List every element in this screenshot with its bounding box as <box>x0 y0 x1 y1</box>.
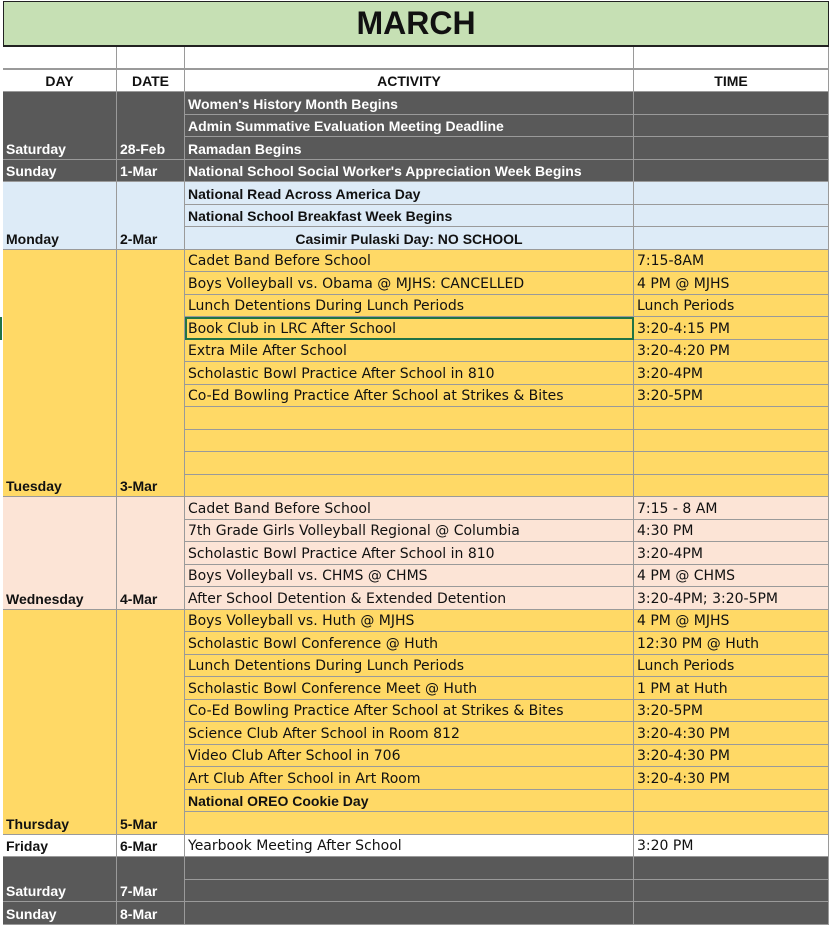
activity-cell[interactable]: Science Club After School in Room 812 <box>185 722 634 745</box>
activity-cell[interactable]: Yearbook Meeting After School <box>185 835 634 858</box>
activity-cell[interactable]: Co-Ed Bowling Practice After School at Strikes & Bites <box>185 385 634 408</box>
time-cell[interactable]: 4 PM @ MJHS <box>634 610 829 633</box>
time-cell[interactable]: 3:20-4:15 PM <box>634 317 829 340</box>
activity-cell[interactable] <box>185 880 634 903</box>
activity-cell[interactable] <box>185 452 634 475</box>
date-cell[interactable]: 5-Mar <box>117 610 185 835</box>
time-cell[interactable] <box>634 430 829 453</box>
day-cell[interactable]: Tuesday <box>3 250 117 498</box>
time-cell[interactable]: 12:30 PM @ Huth <box>634 632 829 655</box>
activity-cell[interactable]: Boys Volleyball vs. CHMS @ CHMS <box>185 565 634 588</box>
time-cell[interactable] <box>634 227 829 250</box>
activity-cell[interactable]: National School Breakfast Week Begins <box>185 205 634 228</box>
activity-cell[interactable] <box>185 475 634 498</box>
time-cell[interactable] <box>634 790 829 813</box>
time-cell[interactable]: 3:20-4PM; 3:20-5PM <box>634 587 829 610</box>
time-cell[interactable]: Lunch Periods <box>634 295 829 318</box>
activity-cell[interactable]: After School Detention & Extended Detention <box>185 587 634 610</box>
time-cell[interactable]: 3:20-4PM <box>634 362 829 385</box>
day-cell[interactable]: Thursday <box>3 610 117 835</box>
time-cell[interactable] <box>634 812 829 835</box>
activity-cell[interactable]: Scholastic Bowl Practice After School in 810 <box>185 362 634 385</box>
time-cell[interactable]: 3:20-4PM <box>634 542 829 565</box>
time-cell[interactable]: 1 PM at Huth <box>634 677 829 700</box>
activity-cell[interactable]: National Read Across America Day <box>185 182 634 205</box>
activity-cell[interactable]: Cadet Band Before School <box>185 497 634 520</box>
date-cell[interactable]: 28-Feb <box>117 92 185 160</box>
time-cell[interactable] <box>634 115 829 138</box>
activity-cell[interactable]: Boys Volleyball vs. Huth @ MJHS <box>185 610 634 633</box>
spacer-cell[interactable] <box>117 47 185 69</box>
time-cell[interactable] <box>634 407 829 430</box>
time-cell[interactable]: 3:20-5PM <box>634 385 829 408</box>
date-cell[interactable]: 2-Mar <box>117 182 185 250</box>
activity-cell[interactable]: Women's History Month Begins <box>185 92 634 115</box>
activity-cell[interactable]: Scholastic Bowl Practice After School in 810 <box>185 542 634 565</box>
activity-cell[interactable]: Lunch Detentions During Lunch Periods <box>185 295 634 318</box>
day-cell[interactable]: Sunday <box>3 902 117 925</box>
month-title[interactable]: MARCH <box>3 1 829 47</box>
day-cell[interactable]: Wednesday <box>3 497 117 610</box>
time-cell[interactable]: 7:15 - 8 AM <box>634 497 829 520</box>
activity-cell[interactable]: National School Social Worker's Appreciation Week Begins <box>185 160 634 183</box>
header-day[interactable]: DAY <box>3 69 117 92</box>
time-cell[interactable] <box>634 205 829 228</box>
day-cell[interactable]: Saturday <box>3 92 117 160</box>
header-date[interactable]: DATE <box>117 69 185 92</box>
spacer-cell[interactable] <box>3 47 117 69</box>
activity-cell[interactable]: Cadet Band Before School <box>185 250 634 273</box>
activity-cell[interactable]: Book Club in LRC After School <box>185 317 634 340</box>
activity-cell[interactable]: Lunch Detentions During Lunch Periods <box>185 655 634 678</box>
activity-cell[interactable]: Video Club After School in 706 <box>185 745 634 768</box>
time-cell[interactable]: 3:20-4:20 PM <box>634 340 829 363</box>
time-cell[interactable] <box>634 902 829 925</box>
activity-cell[interactable]: Casimir Pulaski Day: NO SCHOOL <box>185 227 634 250</box>
activity-cell[interactable]: Art Club After School in Art Room <box>185 767 634 790</box>
date-cell[interactable]: 4-Mar <box>117 497 185 610</box>
time-cell[interactable] <box>634 92 829 115</box>
date-cell[interactable]: 1-Mar <box>117 160 185 183</box>
time-cell[interactable]: 3:20-4:30 PM <box>634 767 829 790</box>
header-activity[interactable]: ACTIVITY <box>185 69 634 92</box>
time-cell[interactable]: 3:20-4:30 PM <box>634 722 829 745</box>
spacer-cell[interactable] <box>634 47 829 69</box>
activity-cell[interactable]: 7th Grade Girls Volleyball Regional @ Columbia <box>185 520 634 543</box>
time-cell[interactable]: Lunch Periods <box>634 655 829 678</box>
date-cell[interactable]: 6-Mar <box>117 835 185 858</box>
active-row-marker <box>0 317 2 340</box>
day-cell[interactable]: Friday <box>3 835 117 858</box>
day-cell[interactable]: Monday <box>3 182 117 250</box>
time-cell[interactable] <box>634 160 829 183</box>
activity-cell[interactable]: Admin Summative Evaluation Meeting Deadline <box>185 115 634 138</box>
time-cell[interactable] <box>634 452 829 475</box>
activity-cell[interactable] <box>185 857 634 880</box>
time-cell[interactable]: 7:15-8AM <box>634 250 829 273</box>
spacer-cell[interactable] <box>185 47 634 69</box>
activity-cell[interactable]: Scholastic Bowl Conference @ Huth <box>185 632 634 655</box>
activity-cell[interactable]: National OREO Cookie Day <box>185 790 634 813</box>
time-cell[interactable] <box>634 475 829 498</box>
activity-cell[interactable]: Co-Ed Bowling Practice After School at Strikes & Bites <box>185 700 634 723</box>
time-cell[interactable]: 3:20 PM <box>634 835 829 858</box>
activity-cell[interactable]: Scholastic Bowl Conference Meet @ Huth <box>185 677 634 700</box>
day-cell[interactable]: Sunday <box>3 160 117 183</box>
date-cell[interactable]: 8-Mar <box>117 902 185 925</box>
activity-cell[interactable] <box>185 812 634 835</box>
day-cell[interactable]: Saturday <box>3 857 117 902</box>
time-cell[interactable]: 3:20-5PM <box>634 700 829 723</box>
date-cell[interactable]: 3-Mar <box>117 250 185 498</box>
activity-cell[interactable]: Boys Volleyball vs. Obama @ MJHS: CANCELLED <box>185 272 634 295</box>
time-cell[interactable] <box>634 182 829 205</box>
activity-cell[interactable] <box>185 407 634 430</box>
time-cell[interactable] <box>634 137 829 160</box>
activity-cell[interactable]: Ramadan Begins <box>185 137 634 160</box>
activity-cell[interactable]: Extra Mile After School <box>185 340 634 363</box>
date-cell[interactable]: 7-Mar <box>117 857 185 902</box>
activity-cell[interactable] <box>185 430 634 453</box>
time-cell[interactable]: 4:30 PM <box>634 520 829 543</box>
time-cell[interactable]: 3:20-4:30 PM <box>634 745 829 768</box>
header-time[interactable]: TIME <box>634 69 829 92</box>
time-cell[interactable] <box>634 880 829 903</box>
time-cell[interactable]: 4 PM @ MJHS <box>634 272 829 295</box>
activity-cell[interactable] <box>185 902 634 925</box>
time-cell[interactable]: 4 PM @ CHMS <box>634 565 829 588</box>
time-cell[interactable] <box>634 857 829 880</box>
